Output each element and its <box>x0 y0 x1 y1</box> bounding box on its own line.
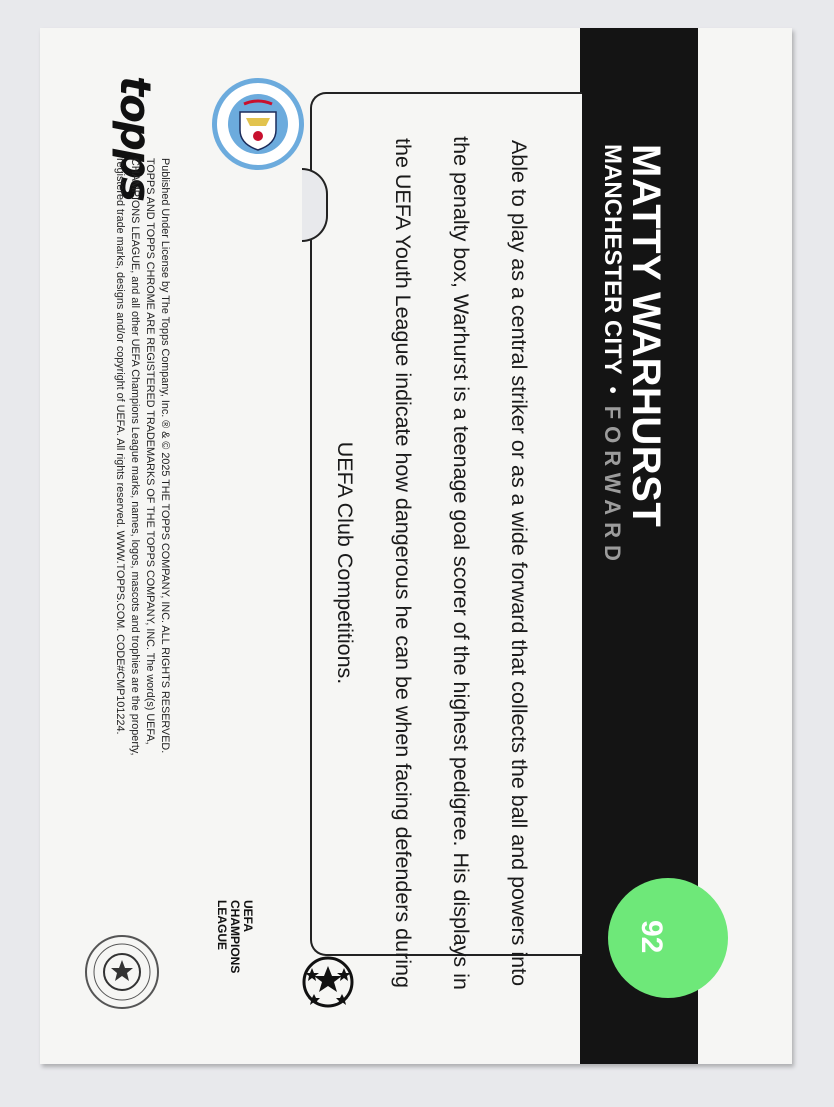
separator: • <box>601 386 624 394</box>
position: FORWARD <box>600 405 625 568</box>
champions-league-wordmark: UEFA CHAMPIONS LEAGUE <box>215 900 255 974</box>
team-name: MANCHESTER CITY <box>599 144 626 375</box>
ucl-seal-icon <box>84 934 160 1010</box>
legal-line: CHAMPIONS LEAGUE, and all other UEFA Champions League marks, names, logos, mascots and trophies are the property, <box>129 158 141 756</box>
card-number-badge <box>608 878 728 998</box>
champions-league-starball-icon <box>268 908 358 1048</box>
player-bio: Able to play as a central striker or as a wide forward that collects the ball and powers into the penalty box, Warhurst is a teenage goal scorer of the highest pedigree. His displays in the UEFA Youth League indicate how dangerous he can be when facing defenders during UEFA Club Competitions. <box>333 136 531 990</box>
legal-line: TOPPS AND TOPPS CHROME ARE REGISTERED TRADEMARKS OF THE TOPPS COMPANY, INC. The word(s) UEFA, <box>144 158 156 745</box>
trading-card-back <box>40 28 792 1064</box>
legal-line: Published Under License by The Topps Company, Inc. ® & © 2025 THE TOPPS COMPANY, INC. ALL RIGHTS RESERVED. <box>159 158 171 754</box>
legal-line: registered trade marks, designs and/or copyright of UEFA. All rights reserved. WWW.TOPPS.COM. CODE#CMP101224. <box>114 158 126 735</box>
manchester-city-badge <box>210 76 306 172</box>
topps-logo: topps <box>111 76 160 201</box>
player-name: MATTY WARHURST <box>624 144 668 528</box>
card-number: 92 <box>635 920 668 954</box>
team-position-line <box>598 144 626 568</box>
legal-text <box>112 158 172 756</box>
